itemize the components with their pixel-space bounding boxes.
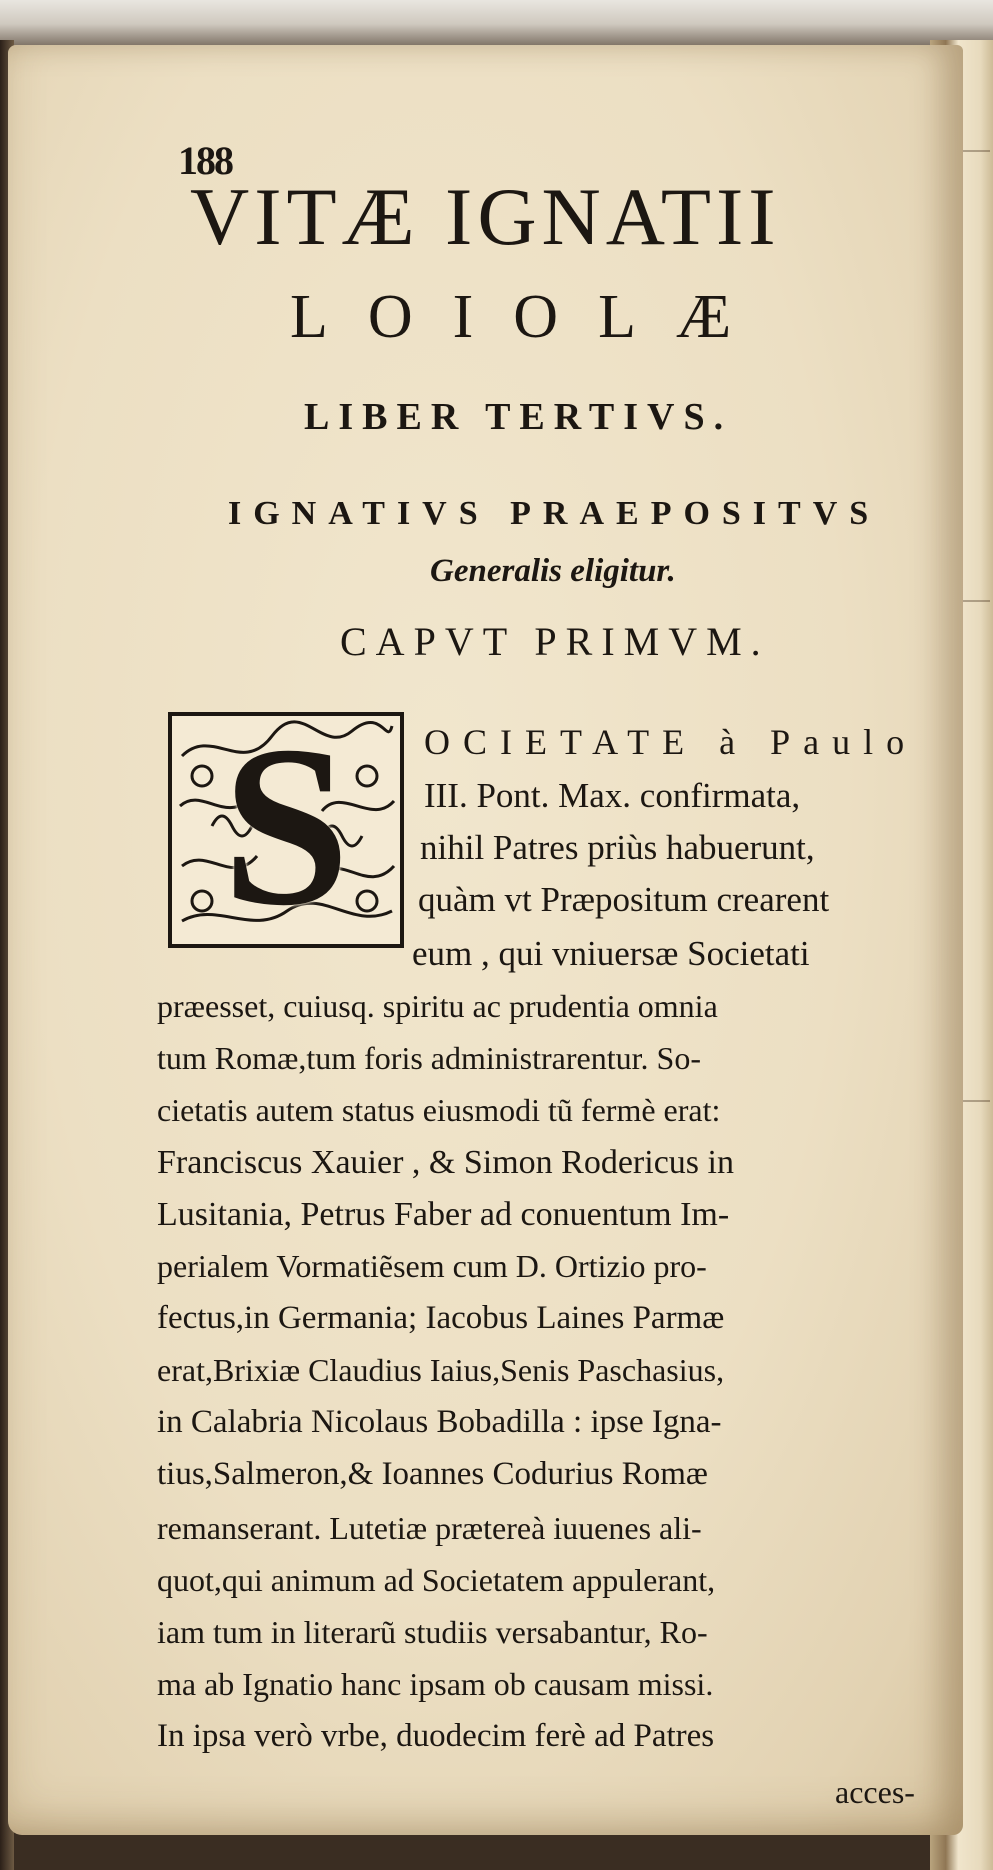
title-line-2: LOIOLÆ [290, 283, 772, 351]
chapter-heading: IGNATIVS PRAEPOSITVS [228, 495, 881, 532]
body-line: III. Pont. Max. confirmata, [424, 776, 801, 815]
body-line: Franciscus Xauier , & Simon Rodericus in [157, 1144, 734, 1181]
chapter-subheading: Generalis eligitur. [430, 553, 676, 589]
body-line: nihil Patres priùs habuerunt, [420, 828, 815, 867]
body-line: fectus,in Germania; Iacobus Laines Parmæ [157, 1300, 725, 1336]
body-line: ma ab Ignatio hanc ipsam ob causam missi. [157, 1666, 714, 1702]
body-line: tius,Salmeron,& Ioannes Codurius Romæ [157, 1456, 708, 1492]
body-line: cietatis autem status eiusmodi tũ fermè erat: [157, 1092, 721, 1128]
page-number: 188 [178, 138, 232, 183]
body-line: tum Romæ,tum foris administrarentur. So- [157, 1040, 701, 1076]
body-line: erat,Brixiæ Claudius Iaius,Senis Paschasius, [157, 1352, 725, 1388]
book-label: LIBER TERTIVS. [304, 396, 733, 438]
body-line: In ipsa verò vrbe, duodecim ferè ad Patres [157, 1718, 715, 1754]
body-line: OCIETATE à Paulo [424, 722, 918, 762]
caput-label: CAPVT PRIMVM. [340, 619, 770, 664]
body-line: eum , qui vniuersæ Societati [412, 934, 810, 973]
decorated-initial [168, 698, 404, 953]
body-line: quot,qui animum ad Societatem appulerant, [157, 1562, 716, 1598]
catchword: acces- [835, 1774, 915, 1810]
body-line: remanserant. Lutetiæ prætereà iuuenes ali- [157, 1510, 702, 1546]
body-line: Lusitania, Petrus Faber ad conuentum Im- [157, 1196, 730, 1233]
body-line: præesset, cuiusq. spiritu ac prudentia omnia [157, 988, 718, 1024]
body-line: in Calabria Nicolaus Bobadilla : ipse Igna- [157, 1404, 722, 1440]
body-line: iam tum in literarũ studiis versabantur, Ro- [157, 1614, 708, 1650]
title-line-1: VITÆ IGNATII [190, 171, 781, 262]
drop-cap-letter: S [222, 698, 350, 953]
body-line: quàm vt Præpositum crearent [418, 880, 830, 919]
body-line: perialem Vormatiẽsem cum D. Ortizio pro- [157, 1248, 707, 1284]
